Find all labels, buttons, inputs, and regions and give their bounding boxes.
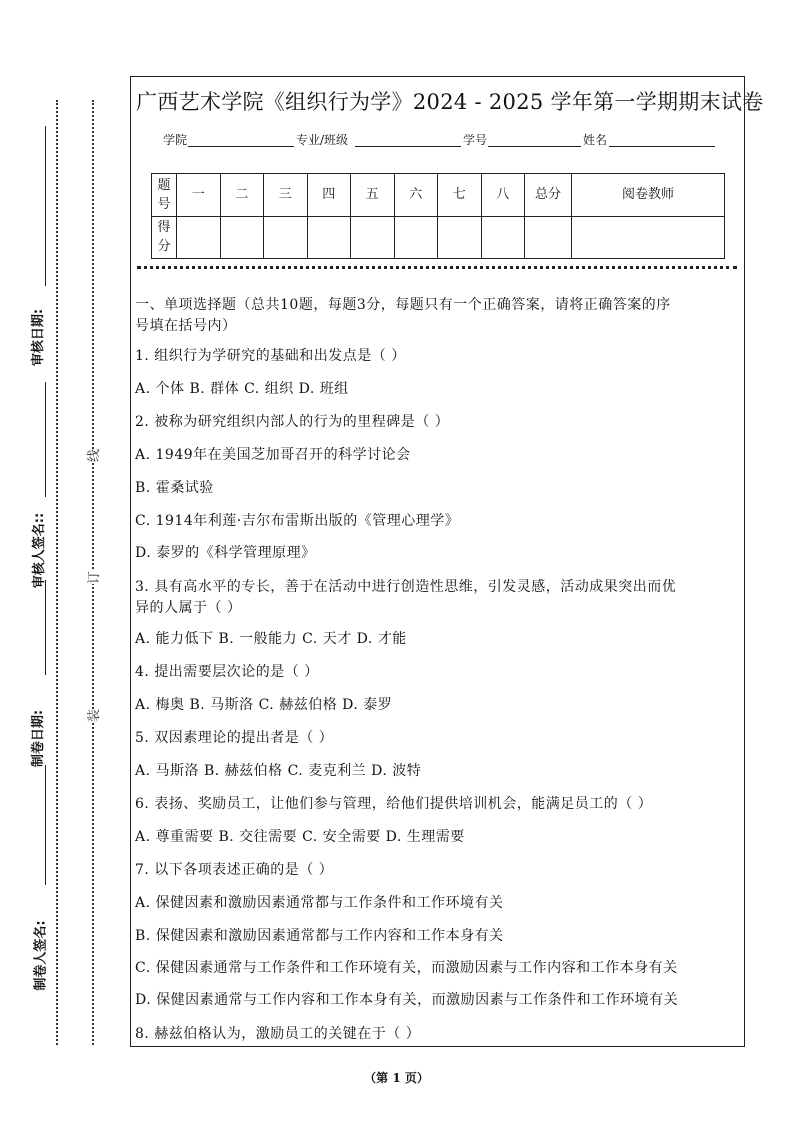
col-header: 八 <box>481 174 525 217</box>
answer-option: A. 能力低下 B. 一般能力 C. 天才 D. 才能 <box>135 631 407 647</box>
answer-option: A. 保健因素和激励因素通常都与工作条件和工作环境有关 <box>135 895 504 911</box>
score-cell[interactable] <box>177 216 221 259</box>
page-number: （第 1 页） <box>364 1071 429 1085</box>
answer-option: A. 1949年在美国芝加哥召开的科学讨论会 <box>135 447 411 463</box>
binding-mark-ding: 订 <box>83 571 102 584</box>
signature-line <box>45 382 46 497</box>
col-header: 六 <box>394 174 438 217</box>
question-text: 号填在括号内） <box>135 318 237 334</box>
score-cell[interactable] <box>394 216 438 259</box>
answer-option: A. 尊重需要 B. 交往需要 C. 安全需要 D. 生理需要 <box>135 829 465 845</box>
major-class-label: 专业/班级 <box>296 133 349 147</box>
score-cell[interactable] <box>525 216 572 259</box>
col-header: 二 <box>220 174 264 217</box>
score-cell[interactable] <box>572 216 725 259</box>
question-text: 4. 提出需要层次论的是（ ） <box>135 664 319 680</box>
binding-dotted-line-outer <box>56 100 58 1045</box>
college-label: 学院 <box>163 133 188 147</box>
maker-signature-label: 制卷人签名: <box>33 920 49 991</box>
answer-option: A. 梅奥 B. 马斯洛 C. 赫兹伯格 D. 泰罗 <box>135 697 393 713</box>
question-text: 一、单项选择题（总共10题，每题3分，每题只有一个正确答案，请将正确答案的序 <box>135 297 671 313</box>
question-text: 1. 组织行为学研究的基础和出发点是（ ） <box>135 348 406 364</box>
score-cell[interactable] <box>351 216 395 259</box>
score-cell[interactable] <box>307 216 351 259</box>
reviewer-signature-label: 审核人签名:: <box>32 512 48 589</box>
binding-mark-zhuang: 装 <box>83 709 102 722</box>
question-text: 异的人属于（ ） <box>135 600 242 616</box>
question-text: 2. 被称为研究组织内部人的行为的里程碑是（ ） <box>135 414 450 430</box>
question-text: 8. 赫兹伯格认为，激励员工的关键在于（ ） <box>135 1026 421 1042</box>
answer-option: B. 保健因素和激励因素通常都与工作内容和工作本身有关 <box>135 928 504 944</box>
col-header: 七 <box>438 174 482 217</box>
col-header: 三 <box>264 174 308 217</box>
col-header: 总分 <box>525 174 572 217</box>
signature-line <box>45 765 46 885</box>
col-header: 四 <box>307 174 351 217</box>
maker-date-label: 制卷日期: <box>31 709 47 768</box>
answer-option: A. 马斯洛 B. 赫兹伯格 C. 麦克利兰 D. 波特 <box>135 763 422 779</box>
score-cell[interactable] <box>481 216 525 259</box>
answer-option: C. 1914年利莲·吉尔布雷斯出版的《管理心理学》 <box>135 513 460 529</box>
signature-line <box>45 580 46 675</box>
score-cell[interactable] <box>220 216 264 259</box>
signature-line <box>45 126 46 286</box>
row-header: 题号 <box>152 174 177 217</box>
question-text: 6. 表扬、奖励员工，让他们参与管理，给他们提供培训机会，能满足员工的（ ） <box>135 796 653 812</box>
score-row <box>152 216 725 259</box>
binding-mark-xian: 线 <box>83 449 102 462</box>
answer-option: A. 个体 B. 群体 C. 组织 D. 班组 <box>135 381 349 397</box>
answer-option: D. 保健因素通常与工作内容和工作本身有关，而激励因素与工作条件和工作环境有关 <box>135 992 679 1008</box>
score-cell[interactable] <box>438 216 482 259</box>
score-cell[interactable] <box>264 216 308 259</box>
college-input-line[interactable] <box>188 146 294 147</box>
question-text: 3. 具有高水平的专长，善于在活动中进行创造性思维，引发灵感，活动成果突出而优 <box>135 579 677 595</box>
question-text: 7. 以下各项表述正确的是（ ） <box>135 862 334 878</box>
answer-option: D. 泰罗的《科学管理原理》 <box>135 545 316 561</box>
score-table <box>151 173 725 259</box>
question-number-row <box>152 174 725 217</box>
answer-option: B. 霍桑试验 <box>135 480 214 496</box>
separator-dotted-line <box>137 266 737 269</box>
major-class-input-line[interactable] <box>355 146 461 147</box>
row-header: 得分 <box>152 216 177 259</box>
student-id-input-line[interactable] <box>488 146 581 147</box>
student-id-label: 学号 <box>463 133 488 147</box>
reviewer-date-label: 审核日期: <box>31 308 47 367</box>
answer-option: C. 保健因素通常与工作条件和工作环境有关，而激励因素与工作内容和工作本身有关 <box>135 960 678 976</box>
col-header: 一 <box>177 174 221 217</box>
col-header: 五 <box>351 174 395 217</box>
exam-title: 广西艺术学院《组织行为学》2024 - 2025 学年第一学期期末试卷 <box>136 90 764 114</box>
name-input-line[interactable] <box>609 146 715 147</box>
name-label: 姓名 <box>583 133 608 147</box>
col-header: 阅卷教师 <box>572 174 725 217</box>
question-text: 5. 双因素理论的提出者是（ ） <box>135 730 334 746</box>
